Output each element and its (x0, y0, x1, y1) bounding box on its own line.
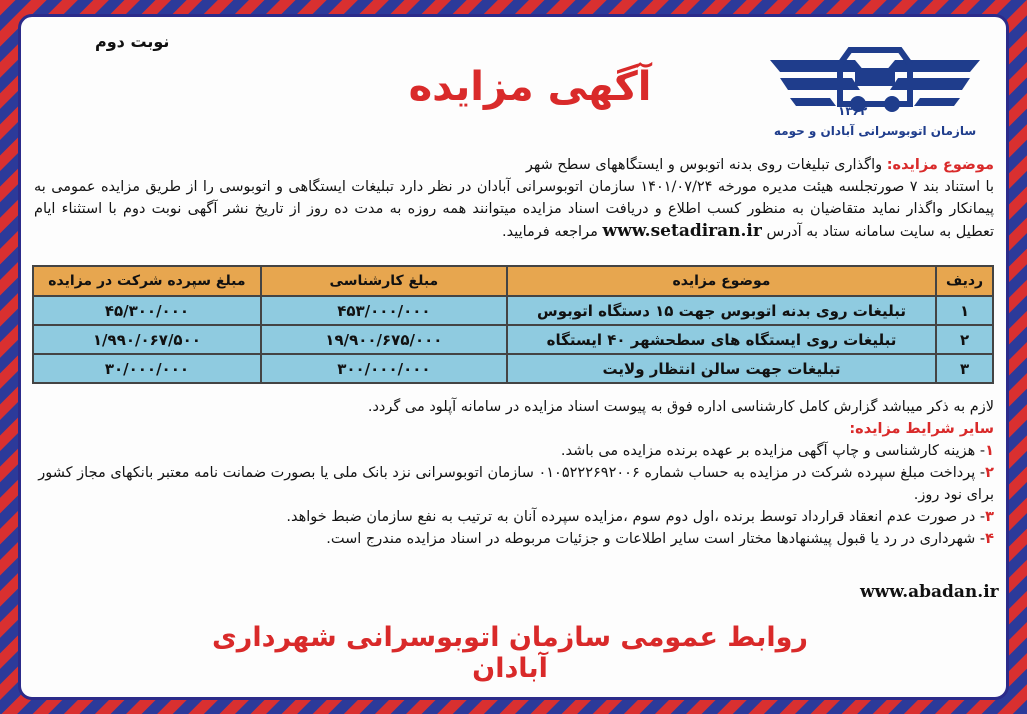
condition-number: ۲ (985, 465, 994, 481)
cell-row-number: ۳ (936, 354, 993, 383)
condition-item (34, 440, 994, 462)
auction-table (32, 265, 994, 384)
logo-year: ۱۳۶۲ (838, 104, 868, 118)
table-row (33, 325, 993, 354)
cell-row-number: ۲ (936, 325, 993, 354)
notice-round: نوبت دوم (95, 32, 170, 51)
table-row (33, 354, 993, 383)
header-subject: موضوع مزایده (507, 266, 936, 296)
conditions-label: سایر شرایط مزایده: (849, 421, 994, 437)
municipality-website-link[interactable]: www.abadan.ir (860, 582, 999, 602)
report-note: لازم به ذکر میباشد گزارش کامل کارشناسی اداره فوق به پیوست اسناد مزایده در سامانه آپلود می گردد. (367, 399, 994, 415)
header-expert-price: مبلغ کارشناسی (261, 266, 507, 296)
condition-item (34, 528, 994, 550)
cell-expert-price: ۴۵۳/۰۰۰/۰۰۰ (261, 296, 507, 325)
condition-number: ۱ (985, 443, 994, 459)
header-row-number: ردیف (936, 266, 993, 296)
table-header-row (33, 266, 993, 296)
condition-text: - شهرداری در رد یا قبول پیشنهادها مختار است سایر اطلاعات و جزئیات مربوطه در اسناد مزایده مندرج است. (326, 531, 986, 547)
footer-signature: روابط عمومی سازمان اتوبوسرانی شهرداری آبادان (212, 622, 808, 684)
condition-text: - در صورت عدم انعقاد قرارداد توسط برنده ،اول دوم سوم ،مزایده سپرده آنان به ترتیب به نفع سازمان ضبط خواهد. (286, 509, 986, 525)
intro-text: با استناد بند ۷ صورتجلسه هیئت مدیره مورخه ۱۴۰۱/۰۷/۲۴ سازمان اتوبوسرانی آبادان در نظر دارد تبلیغات ایستگاهی و اتوبوسی را از طریق مزایده عمومی به پیمانکار واگذار نماید متقاضیان به منظور کسب اطلاع و دریافت اسناد مزایده میتوانند همه روزه به مدت ده روز از تاریخ نشر آگهی نوبت دوم با استثناء ایام تعطیل به سایت سامانه ستاد به آدرس (34, 179, 995, 240)
condition-item (34, 462, 994, 506)
cell-subject: تبلیغات جهت سالن انتظار ولایت (507, 354, 936, 383)
intro-paragraph (34, 176, 994, 243)
cell-row-number: ۱ (936, 296, 993, 325)
condition-text: - هزینه کارشناسی و چاپ آگهی مزایده بر عهده برنده مزایده می باشد. (560, 443, 986, 459)
setad-url-link[interactable]: www.setadiran.ir (602, 221, 762, 241)
cell-subject: تبلیغات روی ایستگاه های سطحشهر ۴۰ ایستگاه (507, 325, 936, 354)
header-deposit: مبلغ سپرده شرکت در مزایده (33, 266, 261, 296)
condition-text: - پرداخت مبلغ سپرده شرکت در مزایده به حساب شماره ۰۱۰۵۲۲۲۶۹۲۰۰۶ سازمان اتوبوسرانی نزد بانک ملی یا بصورت ضمانت نامه معتبر بانکهای مجاز کشور برای نود روز. (38, 465, 994, 503)
table-row (33, 296, 993, 325)
intro-suffix: مراجعه فرمایید. (501, 224, 603, 240)
cell-expert-price: ۳۰۰/۰۰۰/۰۰۰ (261, 354, 507, 383)
cell-deposit: ۴۵/۳۰۰/۰۰۰ (33, 296, 261, 325)
notice-body (34, 154, 994, 243)
cell-subject: تبلیغات روی بدنه اتوبوس جهت ۱۵ دستگاه اتوبوس (507, 296, 936, 325)
logo-org-name: سازمان اتوبوسرانی آبادان و حومه (773, 124, 977, 138)
cell-deposit: ۱/۹۹۰/۰۶۷/۵۰۰ (33, 325, 261, 354)
conditions-section (34, 396, 994, 550)
subject-label: موضوع مزایده: (886, 157, 994, 173)
condition-number: ۳ (985, 509, 994, 525)
cell-deposit: ۳۰/۰۰۰/۰۰۰ (33, 354, 261, 383)
subject-text: واگذاری تبلیغات روی بدنه اتوبوس و ایستگاههای سطح شهر (525, 157, 887, 173)
condition-item (34, 506, 994, 528)
cell-expert-price: ۱۹/۹۰۰/۶۷۵/۰۰۰ (261, 325, 507, 354)
page-title: آگهی مزایده (408, 64, 652, 110)
condition-number: ۴ (985, 531, 994, 547)
subject-line (34, 154, 994, 176)
